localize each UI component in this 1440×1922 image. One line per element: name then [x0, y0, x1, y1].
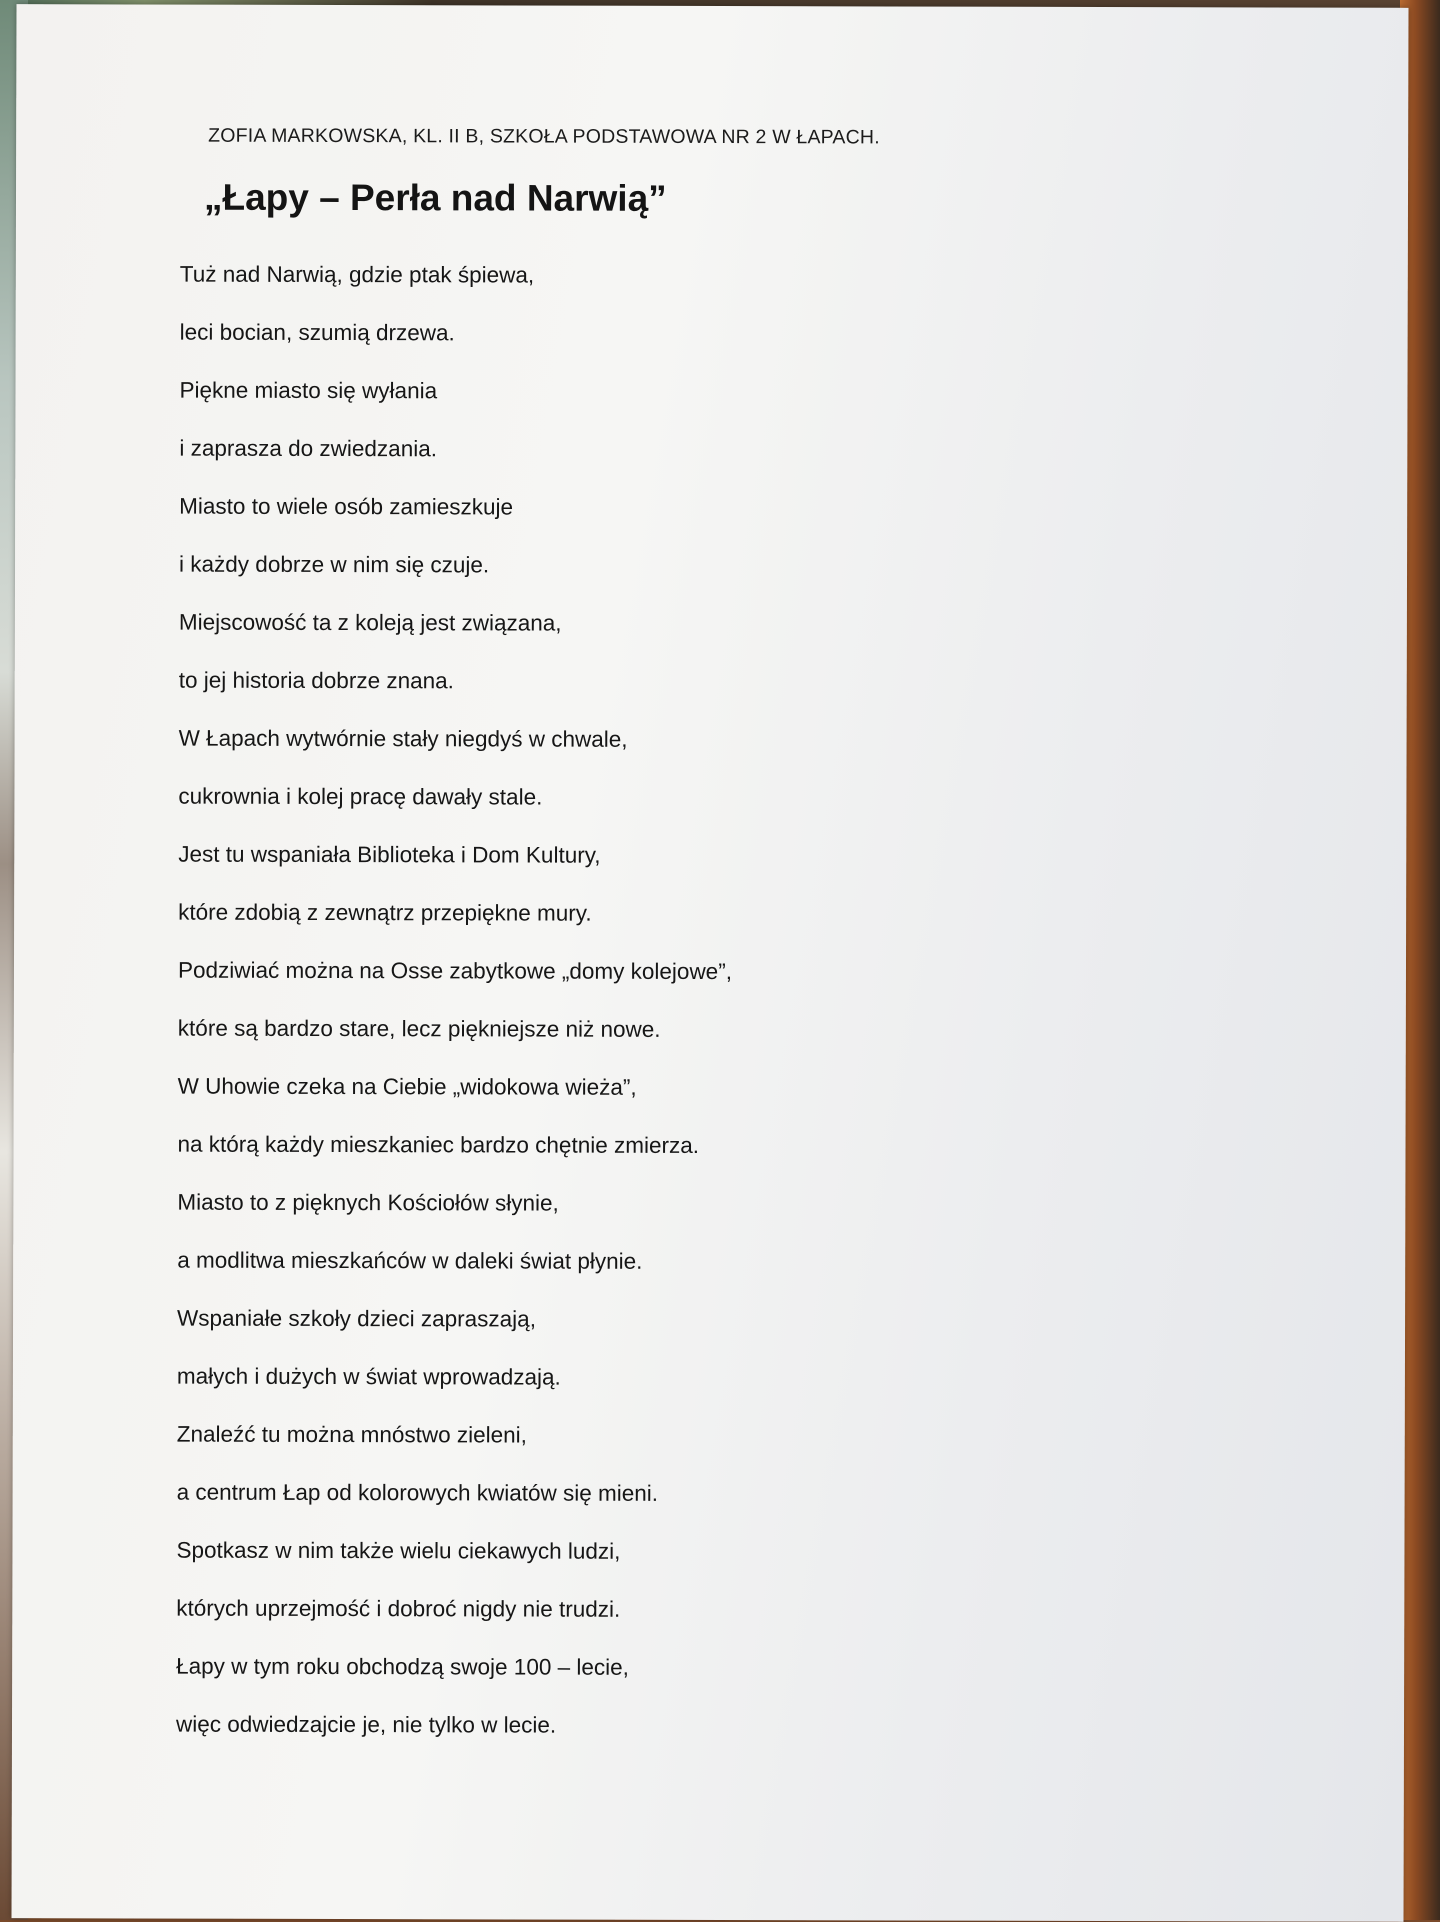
poem-line: Miasto to wiele osób zamieszkuje [179, 493, 514, 520]
poem-line: Spotkasz w nim także wielu ciekawych ludzi, [176, 1537, 621, 1564]
poem-line: Podziwiać można na Osse zabytkowe „domy kolejowe”, [177, 957, 733, 985]
poem-line: cukrownia i kolej pracę dawały stale. [178, 783, 543, 810]
poem-line: Wspaniałe szkoły dzieci zapraszają, [177, 1305, 537, 1332]
poem-line: które zdobią z zewnątrz przepiękne mury. [178, 899, 592, 926]
paper-sheet [11, 4, 1408, 1922]
poem-line: Jest tu wspaniała Biblioteka i Dom Kultury, [178, 841, 601, 868]
poem-line: leci bocian, szumią drzewa. [179, 319, 455, 346]
poem-body [176, 255, 1080, 1765]
poem-line: a modlitwa mieszkańców w daleki świat płynie. [177, 1247, 643, 1274]
poem-line: to jej historia dobrze znana. [178, 667, 454, 694]
poem-line: małych i dużych w świat wprowadzają. [176, 1363, 561, 1390]
poem-line: Łapy w tym roku obchodzą swoje 100 – lecie, [176, 1653, 629, 1680]
poem-line: Piękne miasto się wyłania [179, 377, 438, 404]
poem-line: które są bardzo stare, lecz piękniejsze niż nowe. [177, 1015, 661, 1042]
poem-line: Miejscowość ta z koleją jest związana, [178, 609, 562, 636]
poem-line: na którą każdy mieszkaniec bardzo chętnie zmierza. [177, 1131, 700, 1158]
poem-line: których uprzejmość i dobroć nigdy nie trudzi. [176, 1595, 621, 1622]
poem-line: Znaleźć tu można mnóstwo zieleni, [176, 1421, 527, 1448]
poem-line: W Uhowie czeka na Ciebie „widokowa wieża”, [177, 1073, 637, 1100]
poem-line: Miasto to z pięknych Kościołów słynie, [177, 1189, 559, 1216]
author-header: ZOFIA MARKOWSKA, KL. II B, SZKOŁA PODSTAWOWA NR 2 W ŁAPACH. [208, 124, 880, 149]
poem-line: Tuż nad Narwią, gdzie ptak śpiewa, [179, 261, 535, 288]
poem-title: „Łapy – Perła nad Narwią” [203, 176, 667, 219]
poem-line: W Łapach wytwórnie stały niegdyś w chwale, [178, 725, 628, 752]
poem-line: więc odwiedzajcie je, nie tylko w lecie. [175, 1711, 557, 1738]
poem-line: i każdy dobrze w nim się czuje. [179, 551, 490, 578]
poem-line: i zaprasza do zwiedzania. [179, 435, 438, 462]
poem-line: a centrum Łap od kolorowych kwiatów się mieni. [176, 1479, 659, 1506]
